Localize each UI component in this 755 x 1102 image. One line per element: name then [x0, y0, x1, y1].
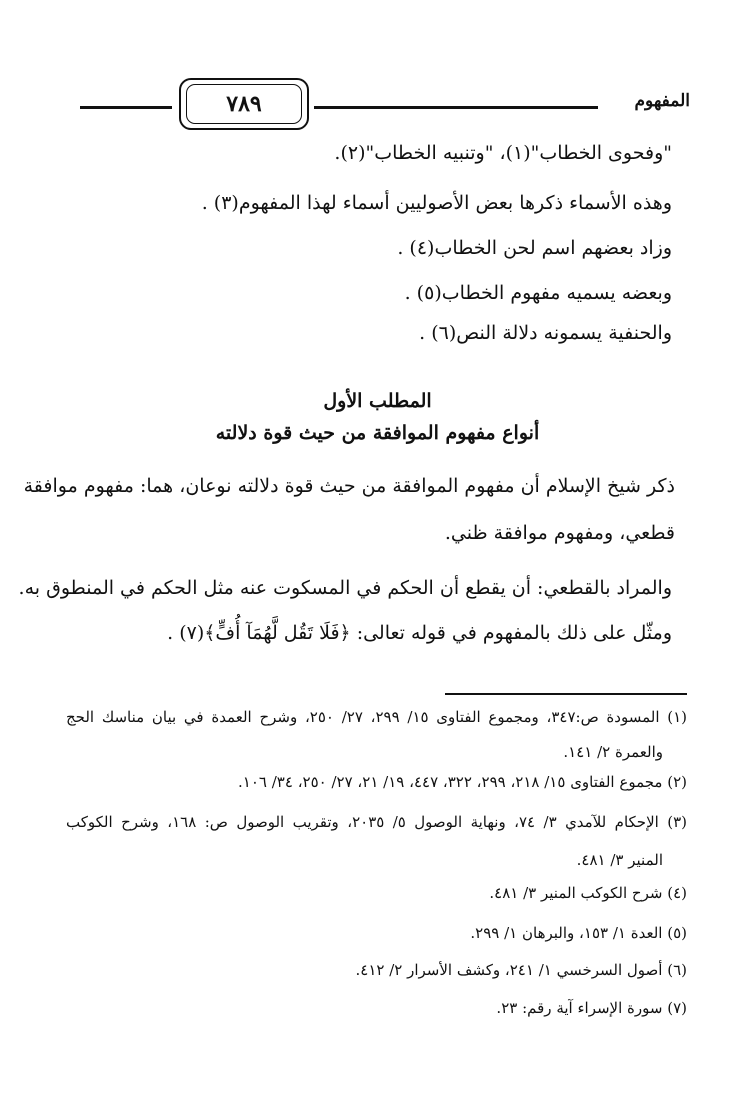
header-rule-left — [80, 106, 172, 109]
footnote-2: (٢) مجموع الفتاوى ١٥/ ٢١٨، ٢٩٩، ٣٢٢، ٤٤٧، ١٩/ ٢١، ٢٧/ ٢٥٠، ٣٤/ ١٠٦. — [238, 773, 687, 791]
page-number-box — [179, 78, 309, 130]
body-line-4: وبعضه يسميه مفهوم الخطاب(٥) . — [404, 282, 672, 304]
header-rule-right — [314, 106, 598, 109]
footnote-1-line-1: (١) المسودة ص:٣٤٧، ومجموع الفتاوى ١٥/ ٢٩٩، ٢٧/ ٢٥٠، وشرح العمدة في بيان مناسك الحج — [66, 708, 688, 726]
body-line-2: وهذه الأسماء ذكرها بعض الأصوليين أسماء لهذا المفهوم(٣) . — [201, 192, 672, 214]
section-subheading: أنواع مفهوم الموافقة من حيث قوة دلالته — [215, 422, 540, 444]
paragraph-1-line-1: ذكر شيخ الإسلام أن مفهوم الموافقة من حيث قوة دلالته نوعان، هما: مفهوم موافقة — [23, 475, 675, 497]
footnote-5: (٥) العدة ١/ ١٥٣، والبرهان ١/ ٢٩٩. — [470, 924, 687, 942]
footnote-separator — [445, 693, 687, 695]
footnote-4: (٤) شرح الكوكب المنير ٣/ ٤٨١. — [489, 884, 687, 902]
page-number: ٧٨٩ — [186, 84, 302, 124]
paragraph-1-line-2: قطعي، ومفهوم موافقة ظني. — [444, 522, 675, 544]
body-line-1: "وفحوى الخطاب"(١)، "وتنبيه الخطاب"(٢). — [334, 142, 672, 164]
footnote-3-line-1: (٣) الإحكام للآمدي ٣/ ٧٤، ونهاية الوصول ٥/ ٢٠٣٥، وتقريب الوصول ص: ١٦٨، وشرح الكوكب — [66, 813, 687, 831]
paragraph-2: والمراد بالقطعي: أن يقطع أن الحكم في المسكوت عنه مثل الحكم في المنطوق به. — [18, 577, 672, 599]
section-heading: المطلب الأول — [323, 390, 432, 412]
body-line-5: والحنفية يسمونه دلالة النص(٦) . — [419, 322, 672, 344]
footnote-7: (٧) سورة الإسراء آية رقم: ٢٣. — [496, 999, 687, 1017]
page-header — [80, 72, 690, 128]
chapter-title: المفهوم — [634, 91, 690, 111]
body-line-3: وزاد بعضهم اسم لحن الخطاب(٤) . — [397, 237, 672, 259]
footnote-3-line-2: المنير ٣/ ٤٨١. — [576, 851, 663, 869]
paragraph-3: ومثّل على ذلك بالمفهوم في قوله تعالى: ﴿فَلَا تَقُل لَّهُمَآ أُفٍّ﴾(٧) . — [167, 622, 672, 644]
footnote-1-line-2: والعمرة ٢/ ١٤١. — [563, 743, 663, 761]
footnote-6: (٦) أصول السرخسي ١/ ٢٤١، وكشف الأسرار ٢/ ٤١٢. — [355, 961, 687, 979]
